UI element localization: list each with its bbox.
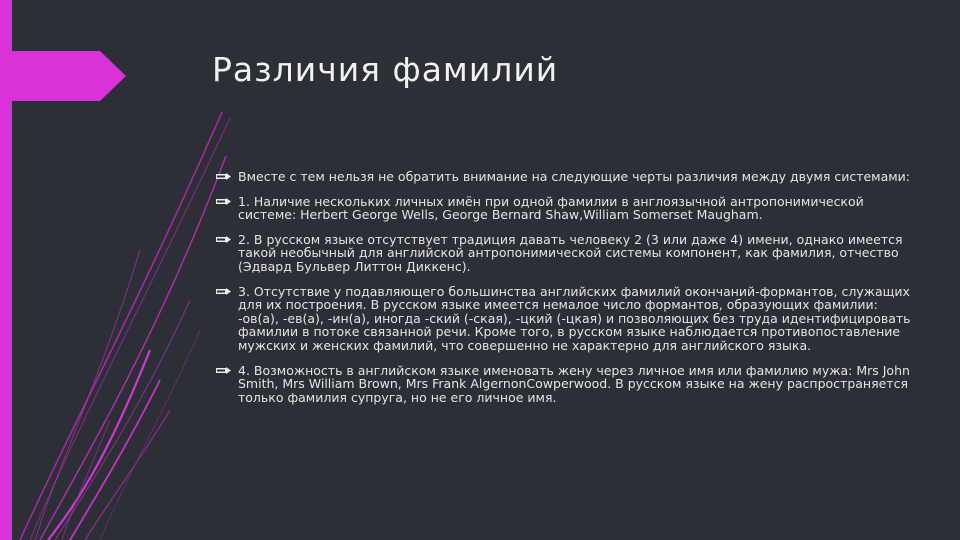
bullet-text: 3. Отсутствие у подавляющего большинства английских фамилий окончаний-формантов, служащих для их построения. В русском языке имеется немалое число формантов, образующих фамилии: -ов(а), -ев(а), -ин(а), иногда -ский (-ская), -цкий (-цкая) и позволяющих без труда идентифицировать фамилии в потоке связанной речи. Кроме того, в русском языке наблюдается противопоставление мужских и женских фамилий, что совершенно не характерно для английского языка.	[238, 283, 911, 353]
pencil-bullet-icon	[216, 171, 231, 182]
slide-title: Различия фамилий	[212, 50, 559, 89]
pencil-bullet-icon	[216, 286, 231, 297]
bullet-item	[216, 364, 916, 405]
bullet-text: 4. Возможность в английском языке именовать жену через личное имя или фамилию мужа: Mrs John Smith, Mrs William Brown, Mrs Frank AlgernonCowperwood. В русском языке на жену распространяется только фамилия супруга, но не его личное имя.	[238, 362, 910, 405]
pencil-bullet-icon	[216, 365, 231, 376]
bullet-text: 1. Наличие нескольких личных имён при одной фамилии в англоязычной антропонимической системе: Herbert George Wells, George Bernard Shaw,William Somerset Maugham.	[238, 193, 864, 223]
bullet-item	[216, 170, 916, 184]
bullet-item	[216, 233, 916, 274]
pencil-bullet-icon	[216, 196, 231, 207]
bullet-item	[216, 285, 916, 353]
bullet-text: Вместе с тем нельзя не обратить внимание на следующие черты различия между двумя системами:	[238, 169, 911, 184]
bullet-text: 2. В русском языке отсутствует традиция давать человеку 2 (3 или даже 4) имени, однако имеется такой необычный для английской антропонимической системы компонент, как фамилия, отчество (Эдвард Бульвер Литтон Диккенс).	[238, 231, 903, 274]
bullet-item	[216, 195, 916, 222]
bullet-list	[216, 170, 916, 415]
pencil-bullet-icon	[216, 234, 231, 245]
